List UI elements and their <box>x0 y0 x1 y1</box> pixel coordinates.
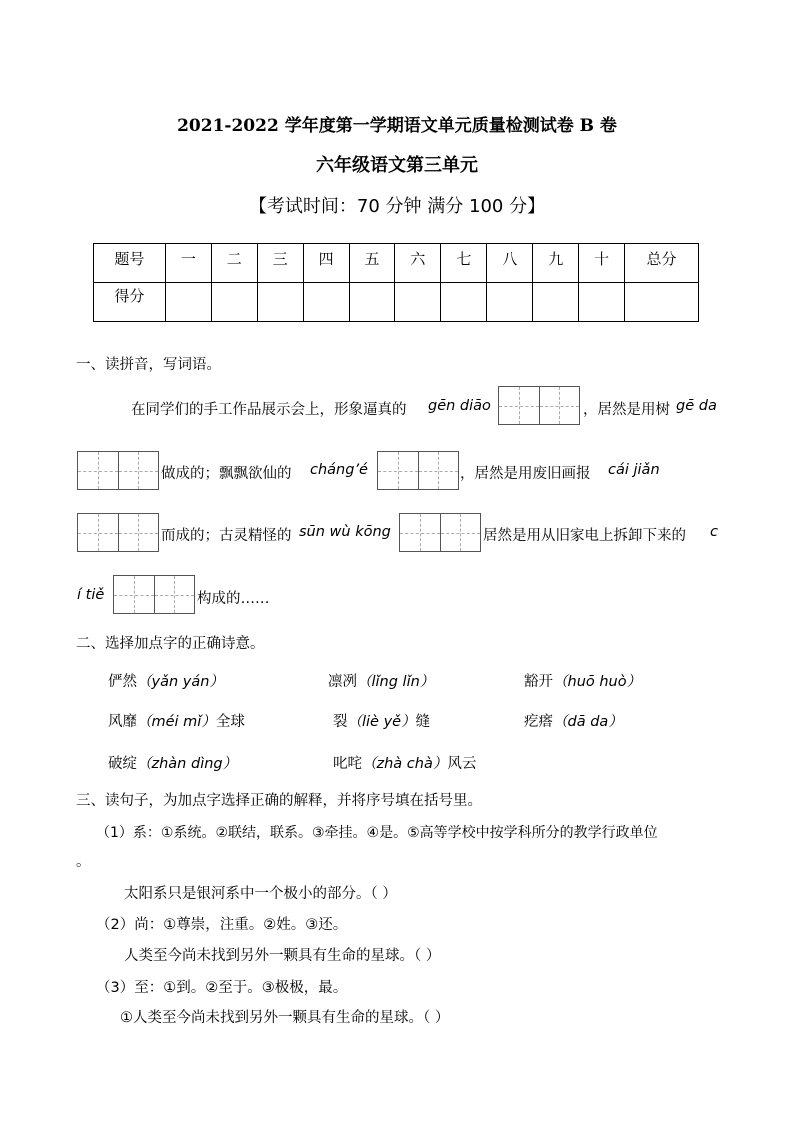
exam-subtitle: 六年级语文第三单元 <box>316 155 478 176</box>
score-table-header-row <box>94 244 699 283</box>
table-cell: 九 <box>533 244 579 283</box>
score-input-cell[interactable] <box>625 283 699 322</box>
word-item: 裂（liè yě）缝 <box>333 714 431 730</box>
table-cell: 三 <box>257 244 303 283</box>
score-table <box>93 243 699 322</box>
section1-heading: 一、读拼音，写词语。 <box>76 357 221 373</box>
answer-grid[interactable] <box>399 513 481 552</box>
pinyin-prompt: gēn diāo <box>428 398 491 414</box>
answer-grid[interactable] <box>113 575 195 614</box>
table-cell: 七 <box>441 244 487 283</box>
table-cell: 题号 <box>94 244 166 283</box>
section3-heading: 三、读句子，为加点字选择正确的解释，并将序号填在括号里。 <box>76 793 482 809</box>
table-cell: 二 <box>211 244 257 283</box>
word-item: 俨然（yǎn yán） <box>108 674 224 690</box>
pinyin-prompt: í tiě <box>77 587 105 603</box>
passage-text: 做成的；飘飘欲仙的 <box>161 466 292 482</box>
table-cell: 十 <box>579 244 625 283</box>
table-cell: 一 <box>165 244 211 283</box>
question-sentence: ①人类至今尚未找到另外一颗具有生命的星球。（ ） <box>120 1010 450 1026</box>
pinyin-prompt: c <box>710 524 718 540</box>
definition-text: （1）系：①系统。②联结，联系。③牵挂。④是。⑤高等学校中按学科所分的教学行政单位 <box>96 825 658 841</box>
word-item: 风靡（méi mǐ）全球 <box>108 714 245 730</box>
passage-text: ，居然是用废旧画报 <box>460 466 591 482</box>
score-input-cell[interactable] <box>349 283 395 322</box>
pinyin-prompt: sūn wù kōng <box>299 524 391 540</box>
score-input-cell[interactable] <box>441 283 487 322</box>
exam-title: 2021-2022 学年度第一学期语文单元质量检测试卷 B 卷 <box>177 116 617 136</box>
table-cell: 五 <box>349 244 395 283</box>
table-cell: 四 <box>303 244 349 283</box>
score-input-cell[interactable] <box>303 283 349 322</box>
word-item: 叱咤（zhà chà）风云 <box>333 756 477 772</box>
score-input-cell[interactable] <box>211 283 257 322</box>
definition-text: （2）尚：①尊崇，注重。②姓。③还。 <box>96 917 348 933</box>
table-cell: 得分 <box>94 283 166 322</box>
definition-text: 。 <box>76 854 91 870</box>
answer-grid[interactable] <box>498 386 580 425</box>
pinyin-prompt: cái jiǎn <box>608 462 660 478</box>
passage-text: 居然是用从旧家电上拆卸下来的 <box>483 528 686 544</box>
pinyin-prompt: gē da <box>676 398 717 414</box>
definition-text: （3）至：①到。②至于。③极极，最。 <box>96 980 348 996</box>
section2-heading: 二、选择加点字的正确诗意。 <box>76 636 265 652</box>
word-item: 豁开（huō huò） <box>524 674 642 690</box>
answer-grid[interactable] <box>77 451 159 490</box>
question-sentence: 人类至今尚未找到另外一颗具有生命的星球。（ ） <box>124 948 441 964</box>
pinyin-prompt: cháng’é <box>310 462 368 478</box>
word-item: 凛冽（lǐng lǐn） <box>328 674 435 690</box>
score-table-score-row <box>94 283 699 322</box>
table-cell: 六 <box>395 244 441 283</box>
exam-info: 【考试时间：70 分钟 满分 100 分】 <box>248 196 546 217</box>
answer-grid[interactable] <box>377 451 459 490</box>
passage-text: ，居然是用树 <box>583 402 670 418</box>
passage-text: 构成的…… <box>197 591 270 607</box>
table-cell: 总分 <box>625 244 699 283</box>
word-item: 破绽（zhàn dìng） <box>108 756 238 772</box>
score-input-cell[interactable] <box>165 283 211 322</box>
score-input-cell[interactable] <box>533 283 579 322</box>
answer-grid[interactable] <box>77 513 159 552</box>
table-cell: 八 <box>487 244 533 283</box>
question-sentence: 太阳系只是银河系中一个极小的部分。（ ） <box>124 886 397 902</box>
score-input-cell[interactable] <box>257 283 303 322</box>
passage-text: 在同学们的手工作品展示会上，形象逼真的 <box>131 402 407 418</box>
score-input-cell[interactable] <box>487 283 533 322</box>
score-input-cell[interactable] <box>579 283 625 322</box>
score-input-cell[interactable] <box>395 283 441 322</box>
passage-text: 而成的；古灵精怪的 <box>161 528 292 544</box>
word-item: 疙瘩（dā da） <box>524 714 623 730</box>
